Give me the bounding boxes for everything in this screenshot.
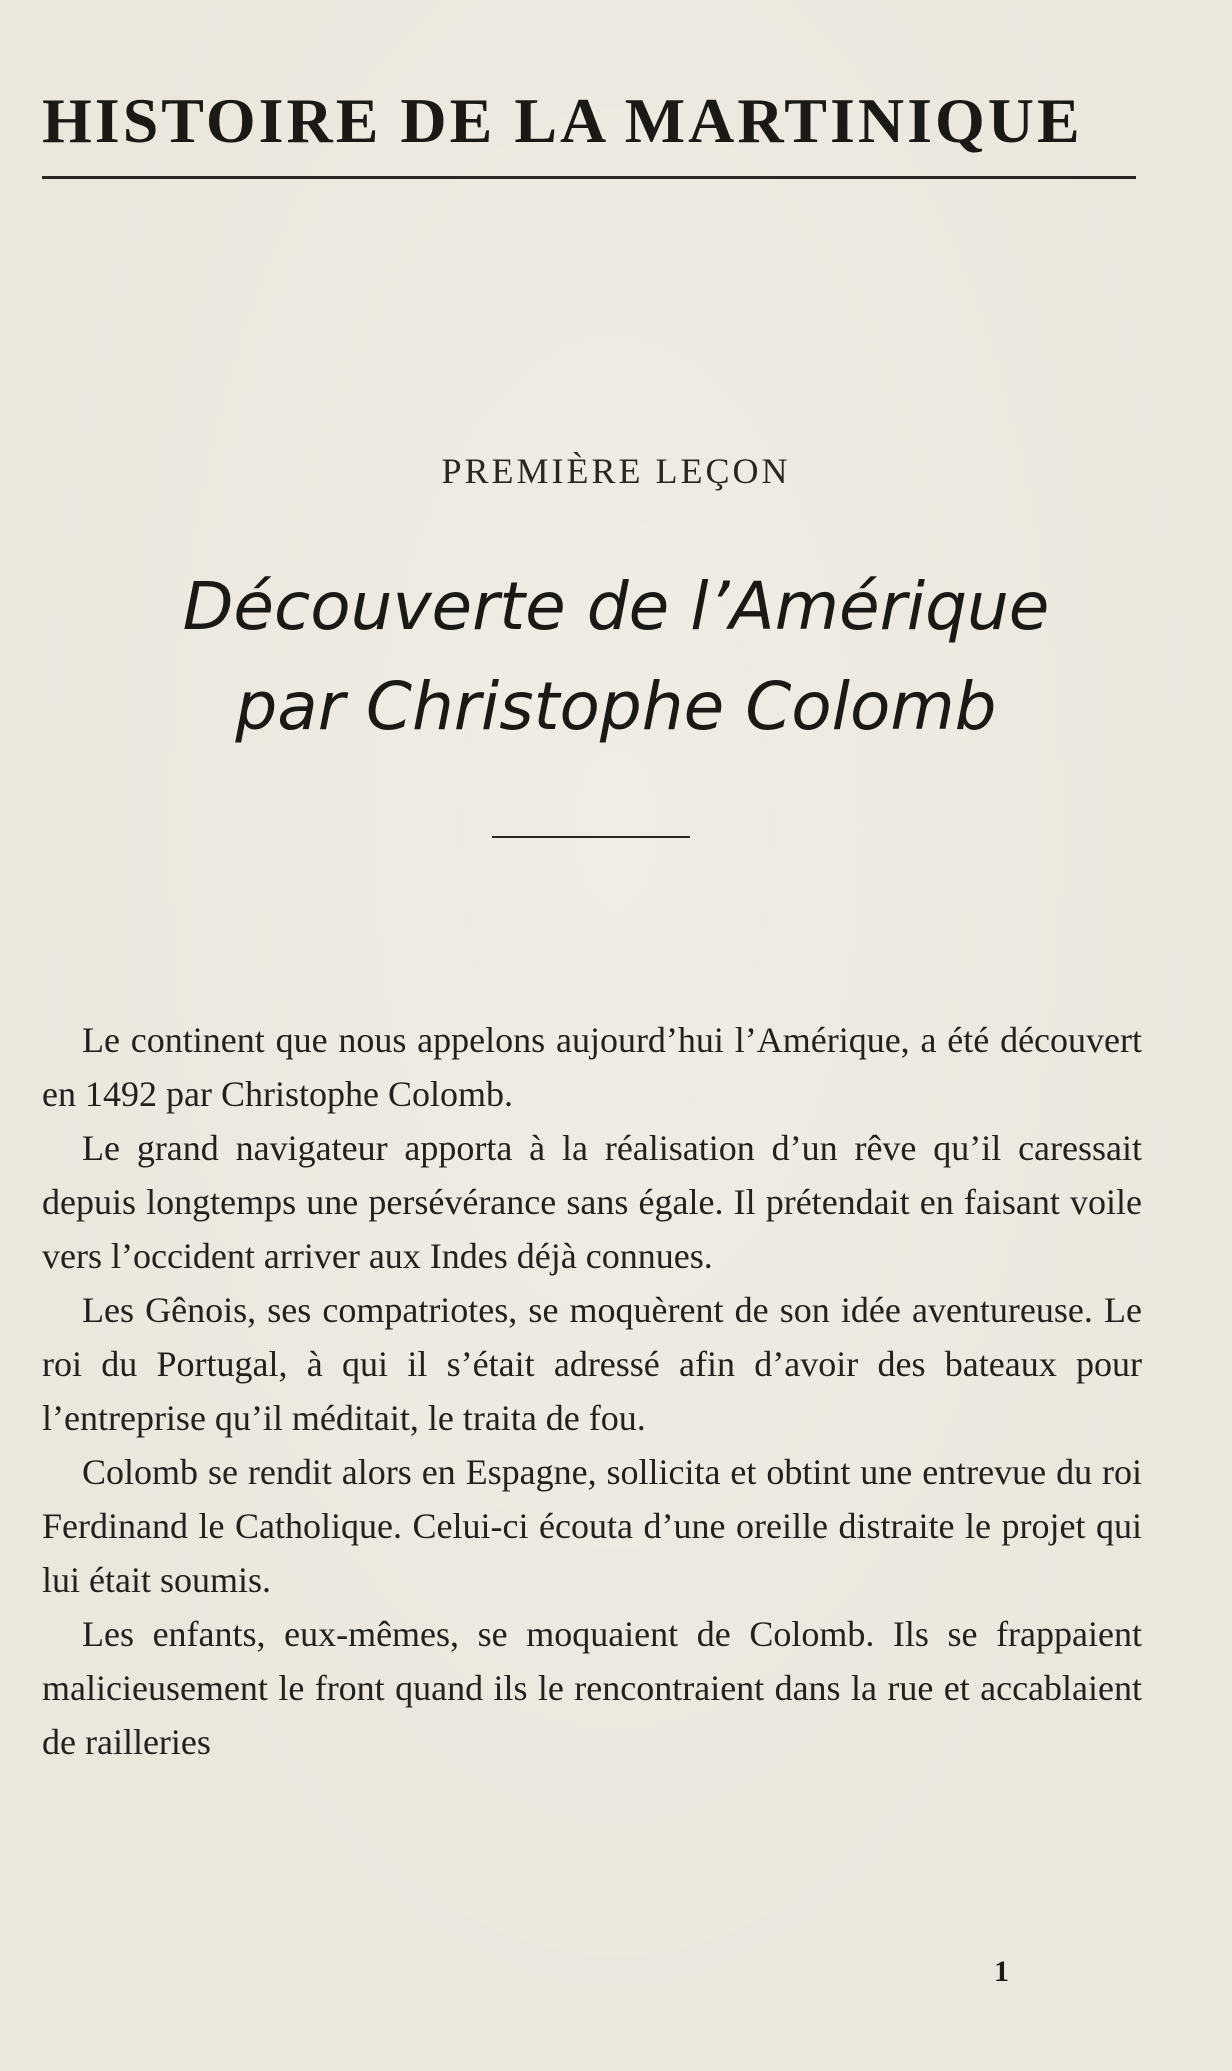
lesson-title-line-1: Découverte de l’Amérique bbox=[182, 568, 1050, 645]
body-text bbox=[42, 1013, 1142, 1769]
paragraph: Le grand navigateur apporta à la réalisation d’un rêve qu’il caressait depuis longtemps une persévérance sans égale. Il prétendait en faisant voile vers l’occident arriver aux Indes déjà connues. bbox=[42, 1128, 1142, 1276]
page-number: 1 bbox=[994, 1955, 1009, 1988]
paragraph: Les enfants, eux-mêmes, se moquaient de Colomb. Ils se frappaient malicieusement le front quand ils le rencontraient dans la rue et accablaient de railleries bbox=[42, 1614, 1142, 1762]
lesson-title-line-2: par Christophe Colomb bbox=[235, 668, 997, 745]
paragraph: Le continent que nous appelons aujourd’hui l’Amérique, a été découvert en 1492 par Christophe Colomb. bbox=[42, 1020, 1142, 1114]
header-rule bbox=[42, 176, 1136, 179]
lesson-label: PREMIÈRE LEÇON bbox=[441, 451, 791, 491]
running-title: HISTOIRE DE LA MARTINIQUE bbox=[42, 85, 1083, 156]
paragraph: Colomb se rendit alors en Espagne, sollicita et obtint une entrevue du roi Ferdinand le Catholique. Celui-ci écouta d’une oreille distraite le projet qui lui était soumis. bbox=[42, 1452, 1142, 1600]
title-divider bbox=[492, 836, 690, 838]
paragraph: Les Gênois, ses compatriotes, se moquèrent de son idée aventureuse. Le roi du Portugal, à qui il s’était adressé afin d’avoir des bateaux pour l’entreprise qu’il méditait, le traita de fou. bbox=[42, 1290, 1142, 1438]
